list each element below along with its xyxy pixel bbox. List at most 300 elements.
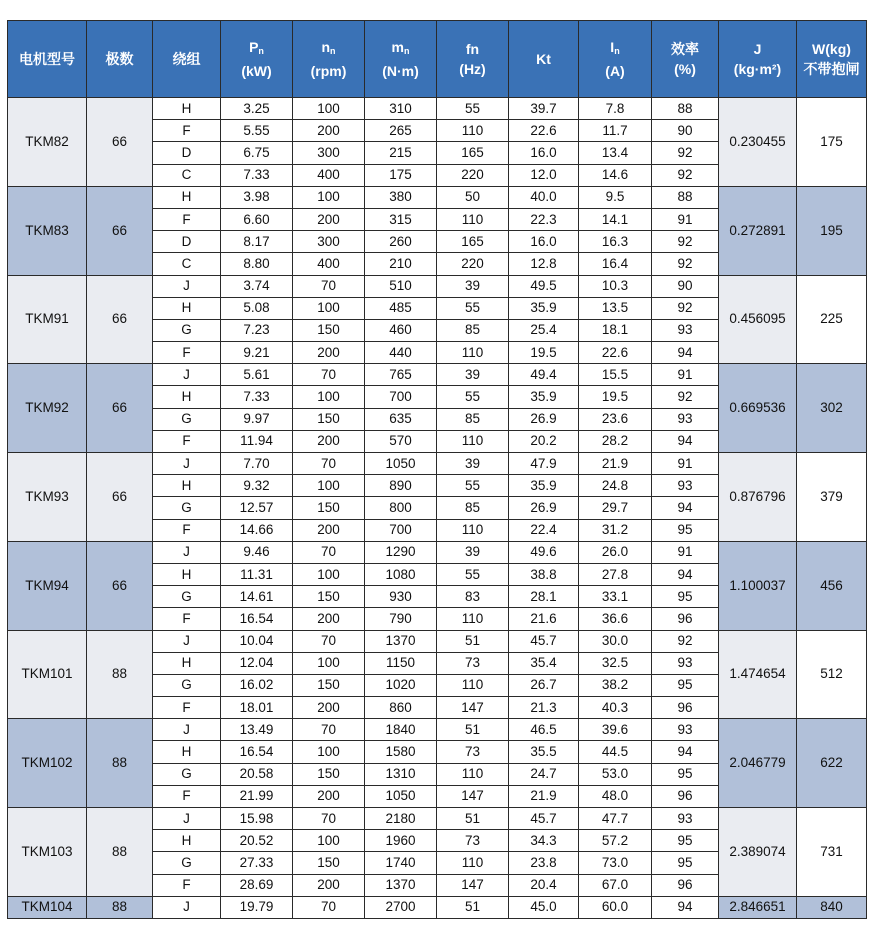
current-cell: 19.5 (579, 386, 652, 408)
current-cell: 32.5 (579, 652, 652, 674)
efficiency-cell: 91 (652, 364, 719, 386)
torque-cell: 1840 (365, 719, 437, 741)
kt-cell: 26.9 (509, 408, 579, 430)
winding-cell: F (153, 342, 221, 364)
torque-cell: 265 (365, 120, 437, 142)
torque-cell: 1290 (365, 541, 437, 563)
table-body (8, 98, 867, 919)
current-cell: 7.8 (579, 98, 652, 120)
power-cell: 6.60 (221, 208, 293, 230)
winding-cell: F (153, 785, 221, 807)
torque-cell: 930 (365, 586, 437, 608)
weight-cell: 840 (797, 896, 867, 918)
speed-cell: 150 (293, 763, 365, 785)
frequency-cell: 147 (437, 785, 509, 807)
poles-cell: 88 (87, 630, 153, 719)
speed-cell: 100 (293, 186, 365, 208)
frequency-cell: 55 (437, 475, 509, 497)
speed-cell: 70 (293, 453, 365, 475)
power-cell: 9.21 (221, 342, 293, 364)
power-cell: 7.33 (221, 164, 293, 186)
efficiency-cell: 92 (652, 297, 719, 319)
speed-cell: 100 (293, 386, 365, 408)
frequency-cell: 165 (437, 231, 509, 253)
frequency-cell: 110 (437, 852, 509, 874)
speed-cell: 200 (293, 342, 365, 364)
kt-cell: 40.0 (509, 186, 579, 208)
winding-cell: H (153, 830, 221, 852)
motor-spec-table-wrapper (7, 20, 867, 919)
kt-cell: 26.7 (509, 674, 579, 696)
efficiency-cell: 91 (652, 541, 719, 563)
current-cell: 10.3 (579, 275, 652, 297)
torque-cell: 570 (365, 430, 437, 452)
winding-cell: H (153, 98, 221, 120)
current-cell: 11.7 (579, 120, 652, 142)
header-current (579, 21, 652, 98)
winding-cell: J (153, 808, 221, 830)
speed-cell: 70 (293, 896, 365, 918)
speed-cell: 150 (293, 497, 365, 519)
inertia-cell: 2.846651 (719, 896, 797, 918)
table-row (8, 364, 867, 386)
frequency-cell: 147 (437, 874, 509, 896)
efficiency-cell: 93 (652, 652, 719, 674)
table-row (8, 541, 867, 563)
torque-cell: 315 (365, 208, 437, 230)
speed-cell: 200 (293, 430, 365, 452)
torque-cell: 1740 (365, 852, 437, 874)
kt-cell: 22.3 (509, 208, 579, 230)
power-cell: 14.66 (221, 519, 293, 541)
header-unit: (kg·m²) (733, 61, 782, 77)
winding-cell: G (153, 763, 221, 785)
frequency-cell: 50 (437, 186, 509, 208)
efficiency-cell: 92 (652, 386, 719, 408)
torque-cell: 310 (365, 98, 437, 120)
speed-cell: 200 (293, 519, 365, 541)
efficiency-cell: 95 (652, 519, 719, 541)
winding-cell: F (153, 430, 221, 452)
efficiency-cell: 96 (652, 874, 719, 896)
poles-cell: 66 (87, 541, 153, 630)
frequency-cell: 110 (437, 608, 509, 630)
table-row (8, 808, 867, 830)
efficiency-cell: 91 (652, 208, 719, 230)
model-cell: TKM101 (8, 630, 87, 719)
torque-cell: 765 (365, 364, 437, 386)
current-cell: 73.0 (579, 852, 652, 874)
frequency-cell: 83 (437, 586, 509, 608)
power-cell: 20.58 (221, 763, 293, 785)
power-cell: 7.33 (221, 386, 293, 408)
kt-cell: 16.0 (509, 231, 579, 253)
kt-cell: 49.5 (509, 275, 579, 297)
torque-cell: 790 (365, 608, 437, 630)
table-row (8, 630, 867, 652)
current-cell: 13.5 (579, 297, 652, 319)
power-cell: 5.61 (221, 364, 293, 386)
power-cell: 3.74 (221, 275, 293, 297)
inertia-cell: 0.669536 (719, 364, 797, 453)
current-cell: 31.2 (579, 519, 652, 541)
power-cell: 5.08 (221, 297, 293, 319)
header-label: W(kg) (812, 41, 851, 57)
speed-cell: 70 (293, 719, 365, 741)
table-header (8, 21, 867, 98)
frequency-cell: 85 (437, 497, 509, 519)
kt-cell: 35.9 (509, 386, 579, 408)
kt-cell: 20.4 (509, 874, 579, 896)
current-cell: 57.2 (579, 830, 652, 852)
efficiency-cell: 94 (652, 497, 719, 519)
model-cell: TKM103 (8, 808, 87, 897)
model-cell: TKM94 (8, 541, 87, 630)
speed-cell: 150 (293, 319, 365, 341)
power-cell: 6.75 (221, 142, 293, 164)
power-cell: 8.17 (221, 231, 293, 253)
kt-cell: 45.0 (509, 896, 579, 918)
kt-cell: 35.4 (509, 652, 579, 674)
current-cell: 16.3 (579, 231, 652, 253)
winding-cell: F (153, 208, 221, 230)
speed-cell: 300 (293, 231, 365, 253)
speed-cell: 70 (293, 364, 365, 386)
torque-cell: 510 (365, 275, 437, 297)
header-unit: (N·m) (382, 63, 419, 79)
model-cell: TKM91 (8, 275, 87, 364)
torque-cell: 860 (365, 697, 437, 719)
kt-cell: 35.9 (509, 475, 579, 497)
inertia-cell: 0.272891 (719, 186, 797, 275)
frequency-cell: 73 (437, 652, 509, 674)
weight-cell: 622 (797, 719, 867, 808)
frequency-cell: 110 (437, 763, 509, 785)
power-cell: 12.04 (221, 652, 293, 674)
header-frequency (437, 21, 509, 98)
header-weight (797, 21, 867, 98)
efficiency-cell: 93 (652, 719, 719, 741)
weight-cell: 225 (797, 275, 867, 364)
power-cell: 9.97 (221, 408, 293, 430)
torque-cell: 700 (365, 519, 437, 541)
kt-cell: 45.7 (509, 808, 579, 830)
torque-cell: 1580 (365, 741, 437, 763)
power-cell: 8.80 (221, 253, 293, 275)
power-cell: 7.23 (221, 319, 293, 341)
efficiency-cell: 95 (652, 852, 719, 874)
winding-cell: J (153, 630, 221, 652)
kt-cell: 19.5 (509, 342, 579, 364)
header-label: P (249, 39, 259, 55)
model-cell: TKM82 (8, 98, 87, 187)
power-cell: 9.46 (221, 541, 293, 563)
kt-cell: 49.4 (509, 364, 579, 386)
header-label: 极数 (105, 51, 134, 67)
inertia-cell: 1.100037 (719, 541, 797, 630)
current-cell: 44.5 (579, 741, 652, 763)
power-cell: 19.79 (221, 896, 293, 918)
efficiency-cell: 96 (652, 608, 719, 630)
frequency-cell: 39 (437, 541, 509, 563)
kt-cell: 12.0 (509, 164, 579, 186)
torque-cell: 1370 (365, 874, 437, 896)
efficiency-cell: 93 (652, 475, 719, 497)
weight-cell: 302 (797, 364, 867, 453)
frequency-cell: 73 (437, 741, 509, 763)
kt-cell: 21.9 (509, 785, 579, 807)
kt-cell: 22.6 (509, 120, 579, 142)
efficiency-cell: 95 (652, 763, 719, 785)
frequency-cell: 110 (437, 120, 509, 142)
frequency-cell: 39 (437, 453, 509, 475)
power-cell: 11.94 (221, 430, 293, 452)
current-cell: 14.1 (579, 208, 652, 230)
current-cell: 24.8 (579, 475, 652, 497)
power-cell: 3.25 (221, 98, 293, 120)
inertia-cell: 1.474654 (719, 630, 797, 719)
header-efficiency (652, 21, 719, 98)
speed-cell: 100 (293, 652, 365, 674)
power-cell: 3.98 (221, 186, 293, 208)
kt-cell: 49.6 (509, 541, 579, 563)
current-cell: 36.6 (579, 608, 652, 630)
kt-cell: 20.2 (509, 430, 579, 452)
header-subscript: n (330, 46, 336, 56)
header-unit: (%) (674, 61, 696, 77)
speed-cell: 200 (293, 785, 365, 807)
header-label: m (391, 39, 404, 55)
header-unit: 不带抱闸 (803, 61, 860, 77)
speed-cell: 70 (293, 630, 365, 652)
winding-cell: F (153, 874, 221, 896)
frequency-cell: 55 (437, 98, 509, 120)
torque-cell: 700 (365, 386, 437, 408)
table-row (8, 275, 867, 297)
torque-cell: 1080 (365, 563, 437, 585)
efficiency-cell: 94 (652, 342, 719, 364)
header-label: fn (465, 41, 480, 57)
kt-cell: 46.5 (509, 719, 579, 741)
power-cell: 16.02 (221, 674, 293, 696)
frequency-cell: 39 (437, 364, 509, 386)
inertia-cell: 0.876796 (719, 453, 797, 542)
current-cell: 16.4 (579, 253, 652, 275)
header-label: J (753, 41, 762, 57)
current-cell: 18.1 (579, 319, 652, 341)
speed-cell: 200 (293, 874, 365, 896)
power-cell: 13.49 (221, 719, 293, 741)
speed-cell: 100 (293, 830, 365, 852)
header-unit: (Hz) (459, 61, 486, 77)
kt-cell: 28.1 (509, 586, 579, 608)
efficiency-cell: 90 (652, 120, 719, 142)
current-cell: 9.5 (579, 186, 652, 208)
current-cell: 23.6 (579, 408, 652, 430)
header-label: n (321, 39, 331, 55)
power-cell: 15.98 (221, 808, 293, 830)
frequency-cell: 55 (437, 563, 509, 585)
power-cell: 10.04 (221, 630, 293, 652)
power-cell: 20.52 (221, 830, 293, 852)
speed-cell: 200 (293, 208, 365, 230)
torque-cell: 2180 (365, 808, 437, 830)
kt-cell: 24.7 (509, 763, 579, 785)
torque-cell: 890 (365, 475, 437, 497)
winding-cell: G (153, 852, 221, 874)
torque-cell: 635 (365, 408, 437, 430)
torque-cell: 1050 (365, 453, 437, 475)
inertia-cell: 2.046779 (719, 719, 797, 808)
kt-cell: 22.4 (509, 519, 579, 541)
frequency-cell: 110 (437, 342, 509, 364)
header-torque (365, 21, 437, 98)
efficiency-cell: 92 (652, 253, 719, 275)
speed-cell: 300 (293, 142, 365, 164)
kt-cell: 39.7 (509, 98, 579, 120)
header-unit: (A) (605, 63, 625, 79)
model-cell: TKM93 (8, 453, 87, 542)
model-cell: TKM102 (8, 719, 87, 808)
winding-cell: J (153, 453, 221, 475)
efficiency-cell: 93 (652, 408, 719, 430)
power-cell: 27.33 (221, 852, 293, 874)
speed-cell: 400 (293, 253, 365, 275)
kt-cell: 35.5 (509, 741, 579, 763)
header-kt (509, 21, 579, 98)
model-cell: TKM104 (8, 896, 87, 918)
winding-cell: C (153, 253, 221, 275)
efficiency-cell: 96 (652, 697, 719, 719)
kt-cell: 21.6 (509, 608, 579, 630)
model-cell: TKM83 (8, 186, 87, 275)
frequency-cell: 51 (437, 896, 509, 918)
torque-cell: 485 (365, 297, 437, 319)
frequency-cell: 85 (437, 319, 509, 341)
efficiency-cell: 92 (652, 231, 719, 253)
header-label: 电机型号 (19, 51, 75, 67)
header-label: 效率 (671, 41, 699, 57)
winding-cell: H (153, 386, 221, 408)
current-cell: 26.0 (579, 541, 652, 563)
header-label: 绕组 (172, 51, 201, 67)
winding-cell: H (153, 297, 221, 319)
header-label: Kt (536, 51, 551, 67)
poles-cell: 66 (87, 98, 153, 187)
weight-cell: 379 (797, 453, 867, 542)
efficiency-cell: 93 (652, 319, 719, 341)
frequency-cell: 110 (437, 519, 509, 541)
speed-cell: 100 (293, 563, 365, 585)
frequency-cell: 39 (437, 275, 509, 297)
frequency-cell: 165 (437, 142, 509, 164)
winding-cell: J (153, 719, 221, 741)
torque-cell: 1960 (365, 830, 437, 852)
current-cell: 40.3 (579, 697, 652, 719)
efficiency-cell: 88 (652, 98, 719, 120)
winding-cell: G (153, 319, 221, 341)
kt-cell: 38.8 (509, 563, 579, 585)
table-row (8, 186, 867, 208)
weight-cell: 175 (797, 98, 867, 187)
frequency-cell: 51 (437, 719, 509, 741)
poles-cell: 66 (87, 275, 153, 364)
weight-cell: 512 (797, 630, 867, 719)
weight-cell: 731 (797, 808, 867, 897)
winding-cell: G (153, 497, 221, 519)
torque-cell: 210 (365, 253, 437, 275)
winding-cell: H (153, 563, 221, 585)
speed-cell: 70 (293, 541, 365, 563)
speed-cell: 70 (293, 808, 365, 830)
torque-cell: 440 (365, 342, 437, 364)
header-speed (293, 21, 365, 98)
current-cell: 29.7 (579, 497, 652, 519)
power-cell: 11.31 (221, 563, 293, 585)
header-unit: (kW) (241, 63, 272, 79)
current-cell: 33.1 (579, 586, 652, 608)
power-cell: 18.01 (221, 697, 293, 719)
poles-cell: 66 (87, 364, 153, 453)
winding-cell: H (153, 741, 221, 763)
winding-cell: G (153, 408, 221, 430)
speed-cell: 200 (293, 697, 365, 719)
efficiency-cell: 94 (652, 896, 719, 918)
winding-cell: J (153, 364, 221, 386)
torque-cell: 215 (365, 142, 437, 164)
efficiency-cell: 92 (652, 630, 719, 652)
header-poles (87, 21, 153, 98)
winding-cell: J (153, 541, 221, 563)
torque-cell: 260 (365, 231, 437, 253)
frequency-cell: 51 (437, 630, 509, 652)
table-row (8, 896, 867, 918)
efficiency-cell: 94 (652, 430, 719, 452)
torque-cell: 175 (365, 164, 437, 186)
poles-cell: 88 (87, 719, 153, 808)
efficiency-cell: 94 (652, 741, 719, 763)
kt-cell: 23.8 (509, 852, 579, 874)
speed-cell: 100 (293, 741, 365, 763)
table-row (8, 719, 867, 741)
torque-cell: 1310 (365, 763, 437, 785)
power-cell: 5.55 (221, 120, 293, 142)
frequency-cell: 147 (437, 697, 509, 719)
kt-cell: 16.0 (509, 142, 579, 164)
efficiency-cell: 94 (652, 563, 719, 585)
kt-cell: 25.4 (509, 319, 579, 341)
header-subscript: n (258, 46, 264, 56)
poles-cell: 66 (87, 186, 153, 275)
header-label: I (610, 39, 615, 55)
torque-cell: 1150 (365, 652, 437, 674)
power-cell: 7.70 (221, 453, 293, 475)
power-cell: 14.61 (221, 586, 293, 608)
kt-cell: 35.9 (509, 297, 579, 319)
model-cell: TKM92 (8, 364, 87, 453)
efficiency-cell: 96 (652, 785, 719, 807)
winding-cell: H (153, 186, 221, 208)
header-row (8, 21, 867, 98)
current-cell: 48.0 (579, 785, 652, 807)
header-inertia (719, 21, 797, 98)
header-power (221, 21, 293, 98)
power-cell: 9.32 (221, 475, 293, 497)
inertia-cell: 0.230455 (719, 98, 797, 187)
efficiency-cell: 93 (652, 808, 719, 830)
power-cell: 16.54 (221, 741, 293, 763)
efficiency-cell: 88 (652, 186, 719, 208)
